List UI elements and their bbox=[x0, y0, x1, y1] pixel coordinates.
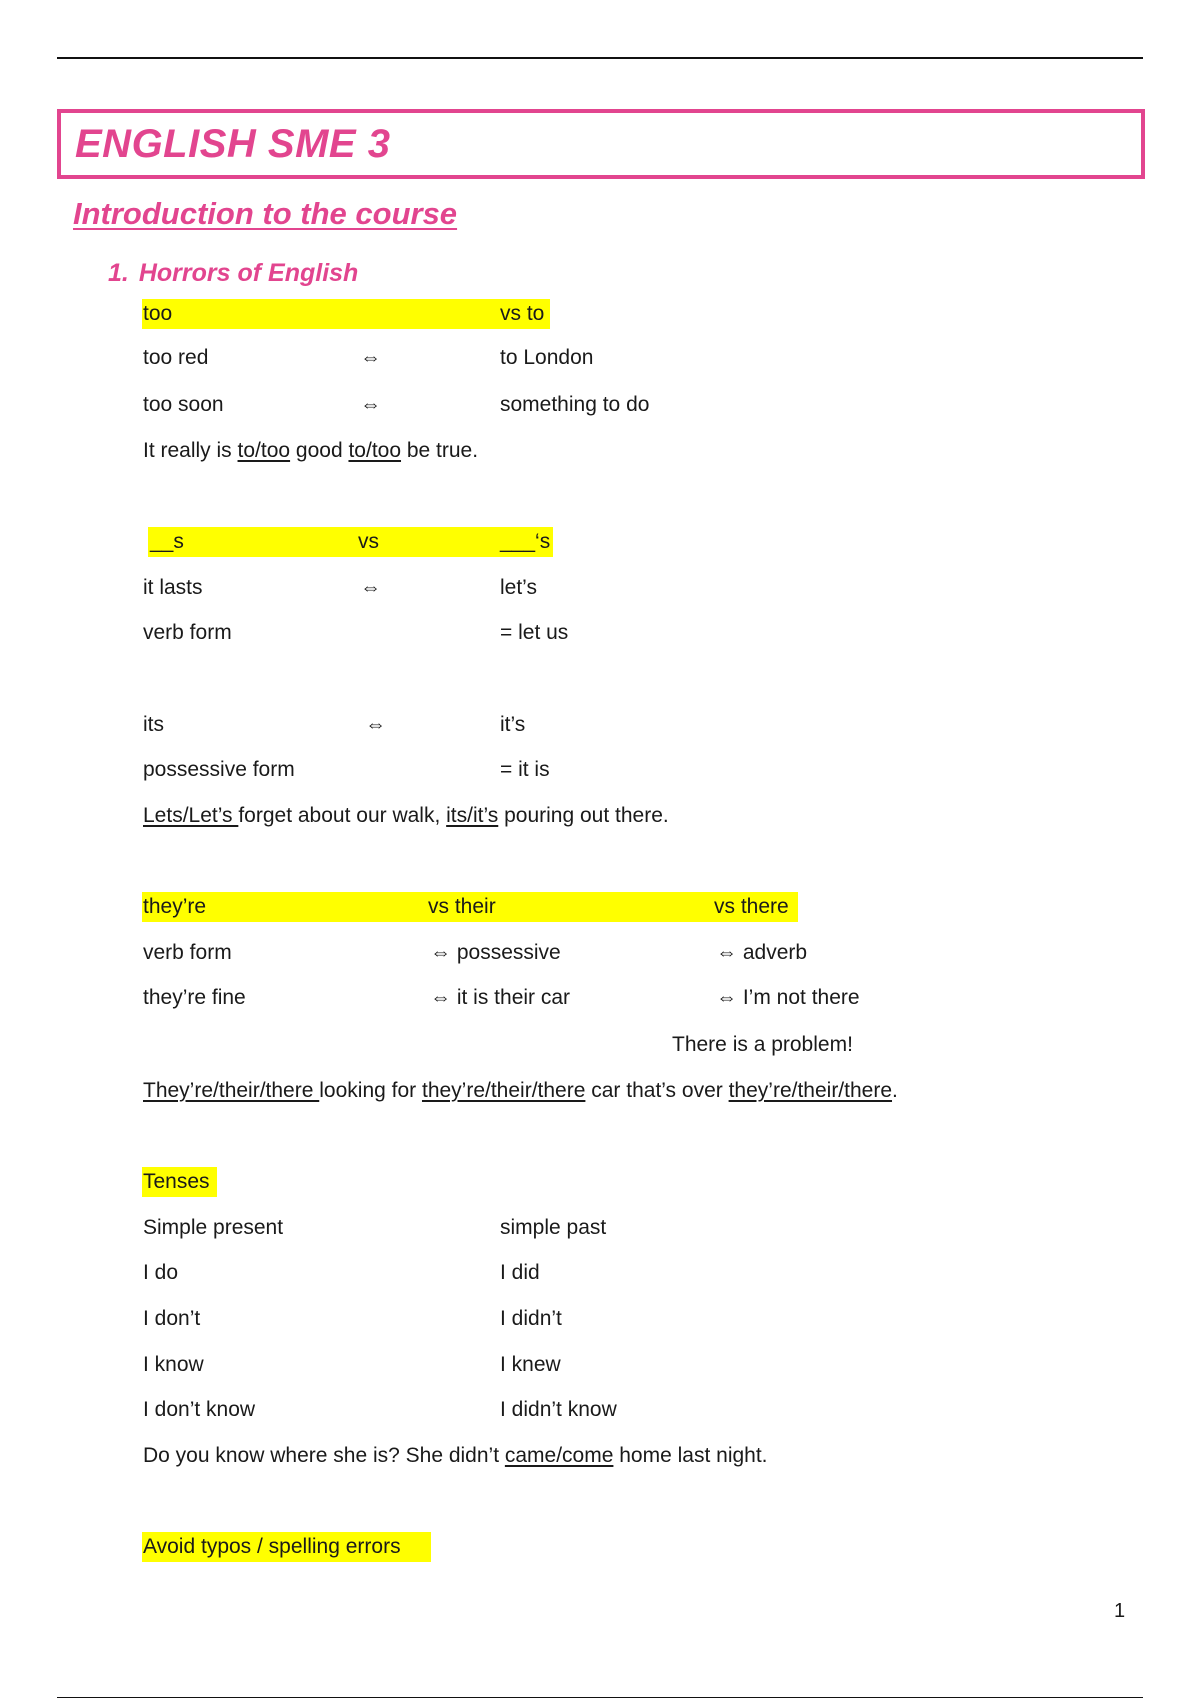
section-heading bbox=[108, 259, 358, 288]
too-header-left: too bbox=[143, 302, 173, 325]
s-header-left: __s bbox=[150, 530, 184, 553]
double-arrow-icon: ⇔ bbox=[716, 941, 737, 964]
tenses-row-3-left: I don’t bbox=[143, 1307, 201, 1330]
section-number: 1. bbox=[108, 259, 129, 287]
too-example-sentence: It really is to/too good to/too be true. bbox=[143, 439, 479, 462]
title-box bbox=[57, 109, 1145, 179]
tenses-row-2-left: I do bbox=[143, 1261, 179, 1284]
too-header-right: vs to bbox=[500, 302, 545, 325]
their-header-right: vs there bbox=[714, 895, 789, 918]
their-row-1-right: ⇔ adverb bbox=[716, 941, 808, 964]
s-row-1-left: it lasts bbox=[143, 576, 203, 599]
their-header-mid: vs their bbox=[428, 895, 496, 918]
document-title: ENGLISH SME 3 bbox=[75, 122, 391, 166]
double-arrow-icon: ⇔ bbox=[430, 941, 451, 964]
s-row-3-right: it’s bbox=[500, 713, 526, 736]
s-row-4-right: = it is bbox=[500, 758, 550, 781]
their-row-2-right: ⇔ I’m not there bbox=[716, 986, 860, 1009]
their-row-1-mid: ⇔ possessive bbox=[430, 941, 561, 964]
double-arrow-icon: ⇔ bbox=[365, 713, 386, 736]
double-arrow-icon: ⇔ bbox=[360, 576, 381, 599]
tenses-row-5-right: I didn’t know bbox=[500, 1398, 617, 1421]
tenses-row-4-left: I know bbox=[143, 1353, 204, 1376]
their-row-2-mid: ⇔ it is their car bbox=[430, 986, 571, 1009]
too-header-highlight bbox=[142, 299, 550, 329]
tenses-example-sentence: Do you know where she is? She didn’t came/come home last night. bbox=[143, 1444, 768, 1467]
their-example-sentence: They’re/their/there looking for they’re/their/there car that’s over they’re/their/there. bbox=[143, 1079, 898, 1102]
too-row-2-right: something to do bbox=[500, 393, 650, 416]
too-row-2-left: too soon bbox=[143, 393, 224, 416]
s-row-3-left: its bbox=[143, 713, 164, 736]
s-row-4-left: possessive form bbox=[143, 758, 295, 781]
tenses-row-1-left: Simple present bbox=[143, 1216, 284, 1239]
course-subtitle: Introduction to the course bbox=[73, 196, 458, 231]
tenses-header: Tenses bbox=[143, 1170, 210, 1193]
s-row-2-left: verb form bbox=[143, 621, 232, 644]
s-header-mid: vs bbox=[358, 530, 379, 553]
bottom-rule bbox=[57, 1697, 1143, 1698]
typos-note: Avoid typos / spelling errors bbox=[143, 1535, 401, 1558]
tenses-row-1-right: simple past bbox=[500, 1216, 607, 1239]
s-example-sentence: Lets/Let’s forget about our walk, its/it’s pouring out there. bbox=[143, 804, 669, 827]
double-arrow-icon: ⇔ bbox=[430, 986, 451, 1009]
their-row-2-left: they’re fine bbox=[143, 986, 246, 1009]
s-header-highlight bbox=[148, 527, 553, 557]
tenses-row-2-right: I did bbox=[500, 1261, 540, 1284]
their-extra-example: There is a problem! bbox=[672, 1033, 853, 1056]
their-header-left: they’re bbox=[143, 895, 207, 918]
s-row-1-right: let’s bbox=[500, 576, 537, 599]
page-number: 1 bbox=[1114, 1600, 1126, 1622]
too-row-1-right: to London bbox=[500, 346, 594, 369]
s-header-right: ___‘s bbox=[500, 530, 551, 553]
double-arrow-icon: ⇔ bbox=[360, 393, 381, 416]
s-row-2-right: = let us bbox=[500, 621, 569, 644]
section-title: Horrors of English bbox=[138, 259, 359, 287]
top-rule bbox=[57, 57, 1143, 59]
tenses-row-4-right: I knew bbox=[500, 1353, 561, 1376]
tenses-row-3-right: I didn’t bbox=[500, 1307, 562, 1330]
double-arrow-icon: ⇔ bbox=[360, 346, 381, 369]
double-arrow-icon: ⇔ bbox=[716, 986, 737, 1009]
too-row-1-left: too red bbox=[143, 346, 209, 369]
their-row-1-left: verb form bbox=[143, 941, 232, 964]
tenses-row-5-left: I don’t know bbox=[143, 1398, 256, 1421]
